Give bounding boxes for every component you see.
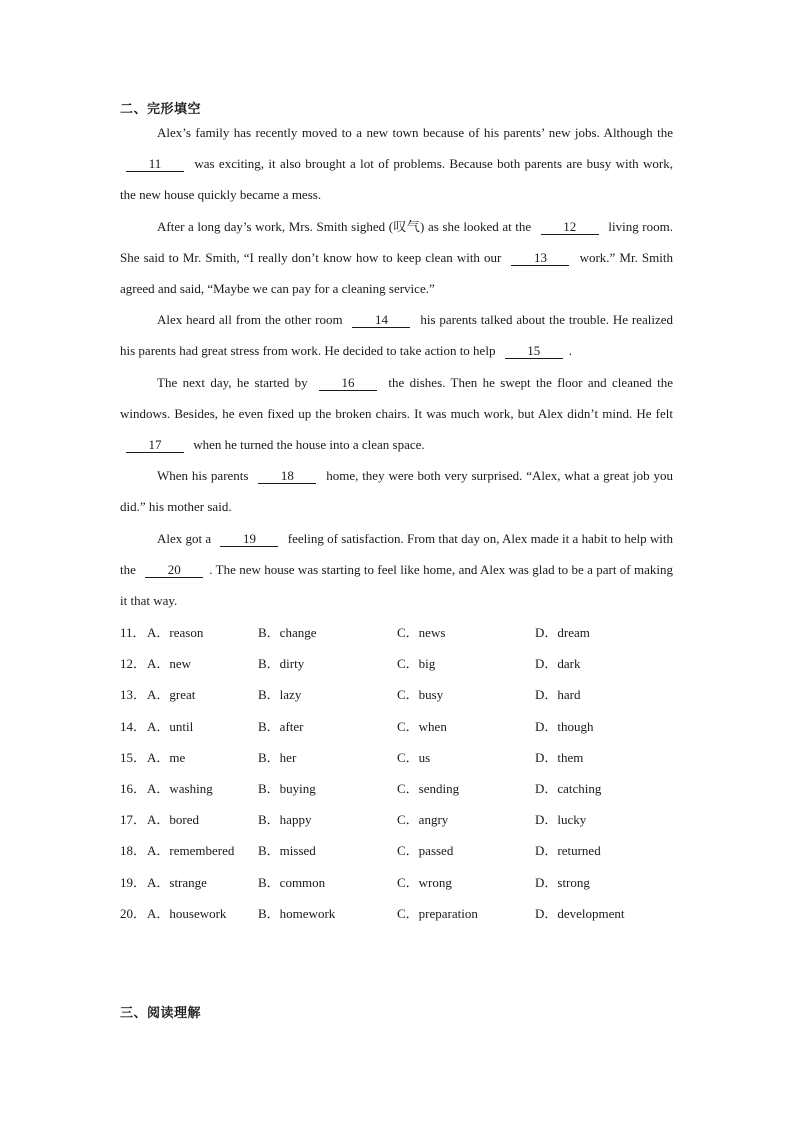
option-a: A．remembered (147, 843, 235, 859)
question-row (120, 804, 680, 835)
blank-14: 14 (352, 312, 410, 328)
passage-text: feeling of satisfaction. From that day on, Alex made it a habit to help with the (120, 530, 673, 577)
question-row (120, 898, 680, 929)
option-d: D．returned (535, 843, 601, 859)
blank-16: 16 (319, 375, 377, 391)
option-c: C．preparation (397, 905, 478, 921)
passage-paragraph (120, 367, 673, 461)
section-2-title: 二、完形填空 (120, 102, 202, 117)
blank-12: 12 (541, 219, 599, 235)
question-number: 15． (120, 749, 147, 765)
question-number: 20． (120, 905, 147, 921)
cloze-passage (120, 117, 673, 616)
option-c: C．busy (397, 687, 444, 703)
passage-text: . The new house was starting to feel like home, and Alex was glad to be a part of making it that way. (120, 561, 673, 609)
option-d: D．catching (535, 780, 602, 796)
passage-text: Alex heard all from the other room (157, 312, 347, 328)
option-b: B．missed (258, 843, 316, 859)
option-c: C．passed (397, 843, 454, 859)
question-number: 16． (120, 780, 147, 796)
passage-paragraph (120, 460, 673, 522)
option-c: C．news (397, 625, 446, 640)
question-row (120, 679, 680, 710)
question-row (120, 742, 680, 773)
option-a: A．washing (147, 780, 213, 796)
passage-text: his parents talked about the trouble. He realized his parents had great stress from work. He decided to take action to help (120, 312, 673, 359)
passage-text: living room. She said to Mr. Smith, “I really don’t know how to keep clean with our (120, 218, 674, 265)
option-a: A．housework (147, 905, 227, 921)
option-c: C．wrong (397, 874, 452, 890)
option-d: D．hard (535, 687, 581, 703)
question-row (120, 648, 680, 679)
option-c: C．us (397, 749, 431, 765)
question-row (120, 835, 680, 866)
option-a: A．reason (147, 625, 204, 640)
option-d: D．development (535, 905, 625, 921)
blank-19: 19 (220, 531, 278, 547)
passage-paragraph (120, 523, 673, 617)
question-number: 17． (120, 812, 147, 828)
option-b: B．common (258, 874, 326, 890)
option-d: D．them (535, 749, 584, 765)
question-number: 18． (120, 843, 147, 859)
passage-text: When his parents (157, 468, 253, 484)
question-number: 14． (120, 718, 147, 734)
passage-text: home, they were both very surprised. “Alex, what a great job you did.” his mother said. (120, 468, 673, 515)
option-b: B．her (258, 749, 297, 765)
passage-text: work.” Mr. Smith agreed and said, “Maybe we can pay for a cleaning service.” (120, 249, 673, 297)
option-c: C．sending (397, 780, 460, 796)
option-b: B．lazy (258, 687, 302, 703)
passage-text: Alex’s family has recently moved to a new town because of his parents’ new jobs. Although the (157, 125, 673, 140)
option-d: D．dream (535, 625, 590, 640)
option-b: B．change (258, 625, 317, 640)
option-a: A．new (147, 656, 192, 672)
passage-text: After a long day’s work, Mrs. Smith sighed (叹气) as she looked at the (157, 218, 535, 234)
question-number: 12． (120, 656, 147, 672)
passage-paragraph (120, 117, 673, 211)
passage-text: was exciting, it also brought a lot of problems. Because both parents are busy with work, the new house quickly became a mess. (120, 156, 673, 203)
passage-text: the dishes. Then he swept the floor and cleaned the windows. Besides, he even fixed up the broken chairs. It was much work, but Alex didn’t mind. He felt (120, 374, 673, 421)
passage-paragraph (120, 211, 673, 305)
option-b: B．buying (258, 780, 316, 796)
option-a: A．me (147, 749, 186, 765)
option-d: D．strong (535, 874, 590, 890)
passage-text: when he turned the house into a clean space. (190, 437, 425, 453)
blank-11: 11 (126, 156, 184, 172)
question-row (120, 617, 680, 648)
blank-18: 18 (258, 468, 316, 484)
question-number: 11． (120, 625, 146, 640)
option-a: A．until (147, 718, 194, 734)
question-row (120, 773, 680, 804)
option-b: B．homework (258, 905, 336, 921)
option-a: A．strange (147, 874, 207, 890)
option-d: D．dark (535, 656, 581, 672)
option-b: B．happy (258, 812, 312, 828)
passage-text: Alex got a (157, 530, 215, 546)
blank-15: 15 (505, 343, 563, 359)
option-c: C．angry (397, 812, 449, 828)
passage-paragraph (120, 304, 673, 366)
option-b: B．after (258, 718, 304, 734)
option-a: A．bored (147, 812, 199, 828)
option-c: C．big (397, 656, 436, 672)
blank-17: 17 (126, 437, 184, 453)
option-d: D．lucky (535, 812, 587, 828)
passage-text: The next day, he started by (157, 374, 313, 390)
question-row (120, 867, 680, 898)
option-d: D．though (535, 718, 594, 734)
option-b: B．dirty (258, 656, 305, 672)
question-options-list (120, 617, 680, 929)
passage-text: . (568, 343, 572, 359)
option-a: A．great (147, 687, 196, 703)
blank-20: 20 (145, 562, 203, 578)
option-c: C．when (397, 718, 447, 734)
section-3-title: 三、阅读理解 (120, 1006, 202, 1021)
question-number: 19． (120, 874, 147, 890)
blank-13: 13 (511, 250, 569, 266)
question-row (120, 711, 680, 742)
question-number: 13． (120, 687, 147, 703)
